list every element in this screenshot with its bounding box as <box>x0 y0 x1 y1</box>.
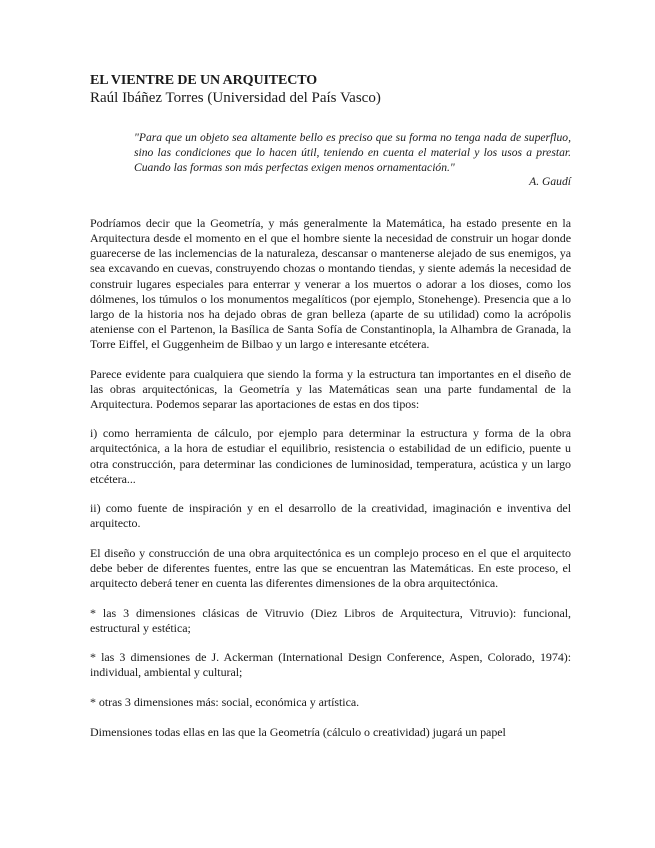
paragraph-other-dimensions: * otras 3 dimensiones más: social, económica y artística. <box>90 695 360 710</box>
paragraph-item-i: i) como herramienta de cálculo, por ejemplo para determinar la estructura y forma de la obra arquitectónica, a la hora de estudiar el equilibrio, resistencia o estabilidad de un edificio, puente u otra construcción, para determinar las condiciones de luminosidad, temperatura, acústica y un largo etcétera... <box>90 426 571 486</box>
paragraph-design-process: El diseño y construcción de una obra arquitectónica es un complejo proceso en el que el arquitecto debe beber de diferentes fuentes, entre las que se encuentran las Matemáticas. En este proceso, el arquitecto deberá tener en cuenta las diferentes dimensiones de la obra arquitectónica. <box>90 545 571 591</box>
paragraph-ackerman: * las 3 dimensiones de J. Ackerman (International Design Conference, Aspen, Colorado, 1974): individual, ambiental y cultural; <box>90 650 571 680</box>
paragraph-intro: Podríamos decir que la Geometría, y más generalmente la Matemática, ha estado presente en la Arquitectura desde el momento en el que el hombre siente la necesidad de construir un hogar donde guarecerse de las inclemencias de la naturaleza, descansar o mantenerse alejado de sus enemigos, ya sea excavando en cuevas, construyendo chozas o montando tiendas, y siente además la necesidad de construir lugares especiales para enterrar y venerar a los muertos o adorar a los dioses, como los dólmenes, los túmulos o los monumentos megalíticos (por ejemplo, Stonehenge). Presencia que a lo largo de la historia nos ha dejado obras de gran belleza (aparte de su utilidad) como la acrópolis ateniense con el Partenon, la Basílica de Santa Sofía de Constantinopla, la Alhambra de Granada, la Torre Eiffel, el Guggenheim de Bilbao y un largo e interesante etcétera. <box>90 216 571 351</box>
quote-attribution: A. Gaudí <box>529 175 571 189</box>
document-title: EL VIENTRE DE UN ARQUITECTO <box>90 73 318 88</box>
paragraph-evident: Parece evidente para cualquiera que siendo la forma y la estructura tan importantes en el diseño de las obras arquitectónicas, la Geometría y las Matemáticas sean una parte fundamental de la Arquitectura. Podemos separar las aportaciones de estas en dos tipos: <box>90 366 571 411</box>
paragraph-vitruvio: * las 3 dimensiones clásicas de Vitruvio (Diez Libros de Arquitectura, Vitruvio): funcional, estructural y estética; <box>90 605 571 635</box>
quote-text: "Para que un objeto sea altamente bello es preciso que su forma no tenga nada de superfluo, sino las condiciones que lo hacen útil, teniendo en cuenta el material y los usos a prestar. Cuando las formas son más perfectas exigen menos ornamentación." <box>134 131 571 174</box>
paragraph-final: Dimensiones todas ellas en las que la Geometría (cálculo o creatividad) jugará un papel <box>90 724 506 739</box>
epigraph-quote <box>134 131 571 190</box>
document-author: Raúl Ibáñez Torres (Universidad del País Vasco) <box>90 90 381 106</box>
paragraph-item-ii: ii) como fuente de inspiración y en el desarrollo de la creatividad, imaginación e inventiva del arquitecto. <box>90 501 571 531</box>
